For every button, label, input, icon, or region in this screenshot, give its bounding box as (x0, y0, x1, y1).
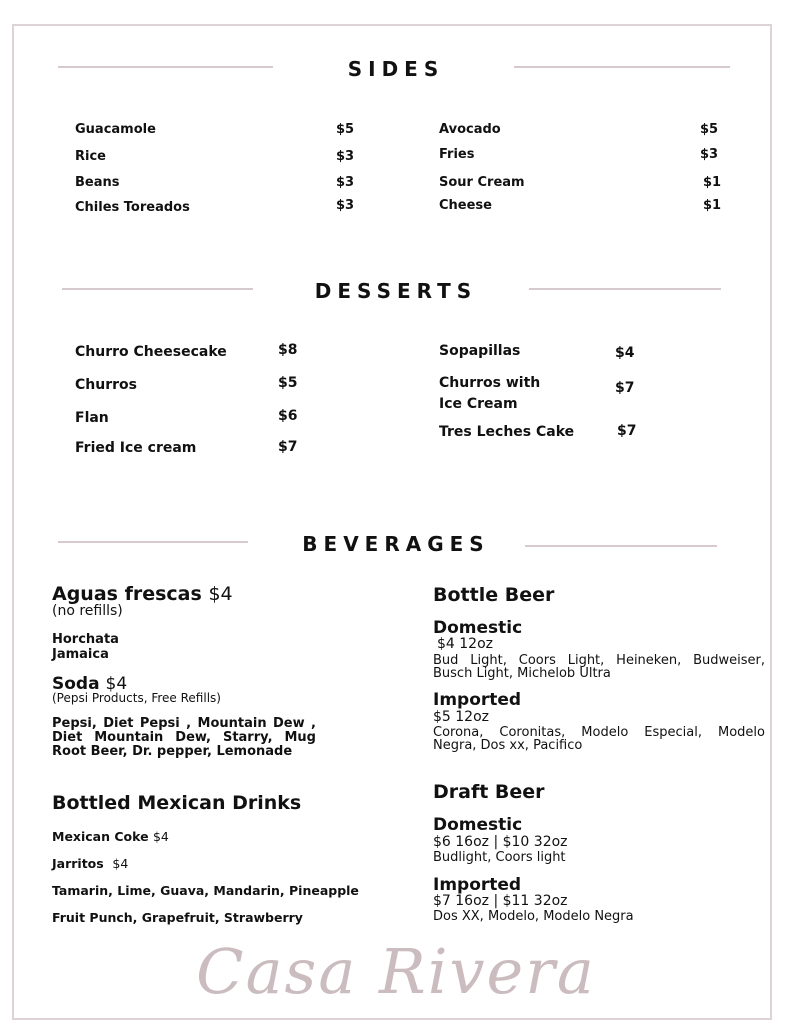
dessert-item-price: $6 (278, 408, 298, 424)
dessert-item-name: Tres Leches Cake (439, 424, 575, 440)
sides-rule-right (514, 66, 730, 68)
side-item-price: $3 (336, 198, 355, 213)
desserts-rule-right (529, 288, 721, 290)
draft-beer-heading: Draft Beer (433, 781, 545, 803)
bottle-imported-heading: Imported (433, 690, 522, 710)
dessert-item-name: Ice Cream (439, 396, 518, 412)
dessert-item-price: $8 (278, 342, 298, 358)
dessert-item-price: $7 (278, 439, 298, 455)
soda-note: (Pepsi Products, Free Refills) (52, 691, 221, 705)
draft-imported-price: $7 16oz | $11 32oz (433, 893, 568, 909)
soda-list-line: Root Beer, Dr. pepper, Lemonade (52, 744, 293, 759)
soda-list-line: Diet Mountain Dew, Starry, Mug (52, 730, 316, 745)
jarritos-line (52, 856, 128, 871)
aguas-frescas-item: Jamaica (52, 647, 109, 662)
bottle-domestic-heading: Domestic (433, 618, 523, 638)
mexican-coke-price: $4 (152, 829, 169, 844)
bottle-domestic-brands: Busch Light, Michelob Ultra (433, 666, 611, 681)
dessert-item-name: Churros (75, 377, 137, 393)
mexican-coke-name: Mexican Coke (52, 829, 149, 844)
aguas-frescas-price: $4 (208, 583, 233, 605)
draft-imported-heading: Imported (433, 875, 522, 895)
side-item-name: Rice (75, 149, 106, 164)
jarritos-price: $4 (112, 856, 129, 871)
dessert-item-name: Flan (75, 410, 109, 426)
dessert-item-name: Churro Cheesecake (75, 344, 227, 360)
bottled-mexican-drinks-heading: Bottled Mexican Drinks (52, 792, 302, 814)
aguas-frescas-note: (no refills) (52, 603, 123, 619)
side-item-price: $1 (703, 175, 722, 190)
aguas-frescas-item: Horchata (52, 632, 119, 647)
aguas-frescas-heading (52, 583, 233, 605)
jarritos-flavors: Fruit Punch, Grapefruit, Strawberry (52, 910, 303, 925)
side-item-price: $1 (703, 198, 722, 213)
beverages-title: BEVERAGES (302, 532, 490, 556)
bottle-beer-heading: Bottle Beer (433, 584, 555, 606)
draft-domestic-price: $6 16oz | $10 32oz (433, 834, 568, 850)
bottle-domestic-price: $4 12oz (437, 636, 493, 652)
side-item-name: Beans (75, 175, 120, 190)
side-item-name: Fries (439, 147, 475, 162)
jarritos-name: Jarritos (52, 856, 104, 871)
side-item-price: $3 (336, 175, 355, 190)
desserts-title: DESSERTS (314, 279, 478, 303)
bottle-domestic-brands: Bud Light, Coors Light, Heineken, Budweiser, (433, 653, 765, 668)
dessert-item-price: $7 (617, 423, 637, 439)
sides-title: SIDES (347, 57, 445, 81)
side-item-name: Sour Cream (439, 175, 525, 190)
mexican-coke-line (52, 829, 169, 844)
draft-imported-brands: Dos XX, Modelo, Modelo Negra (433, 909, 634, 924)
dessert-item-name: Sopapillas (439, 343, 521, 359)
side-item-name: Chiles Toreados (75, 200, 190, 215)
dessert-item-price: $7 (615, 380, 635, 396)
bottle-imported-price: $5 12oz (433, 709, 489, 725)
side-item-price: $3 (336, 149, 355, 164)
dessert-item-price: $5 (278, 375, 298, 391)
soda-name: Soda (52, 674, 100, 694)
draft-domestic-heading: Domestic (433, 815, 523, 835)
bottle-imported-brands: Corona, Coronitas, Modelo Especial, Modelo (433, 725, 765, 740)
side-item-price: $5 (336, 122, 355, 137)
dessert-item-price: $4 (615, 345, 635, 361)
side-item-name: Avocado (439, 122, 501, 137)
side-item-price: $5 (700, 122, 719, 137)
casa-rivera-logo: Casa Rivera (196, 935, 596, 1008)
beverages-rule-right (525, 545, 717, 547)
aguas-frescas-name: Aguas frescas (52, 583, 202, 605)
side-item-name: Guacamole (75, 122, 156, 137)
jarritos-flavors: Tamarin, Lime, Guava, Mandarin, Pineapple (52, 883, 359, 898)
dessert-item-name: Churros with (439, 375, 541, 391)
soda-price: $4 (105, 674, 128, 694)
soda-list-line: Pepsi, Diet Pepsi , Mountain Dew , (52, 716, 316, 731)
side-item-price: $3 (700, 147, 719, 162)
dessert-item-name: Fried Ice cream (75, 440, 197, 456)
bottle-imported-brands: Negra, Dos xx, Pacifico (433, 738, 583, 753)
draft-domestic-brands: Budlight, Coors light (433, 850, 566, 865)
side-item-name: Cheese (439, 198, 492, 213)
